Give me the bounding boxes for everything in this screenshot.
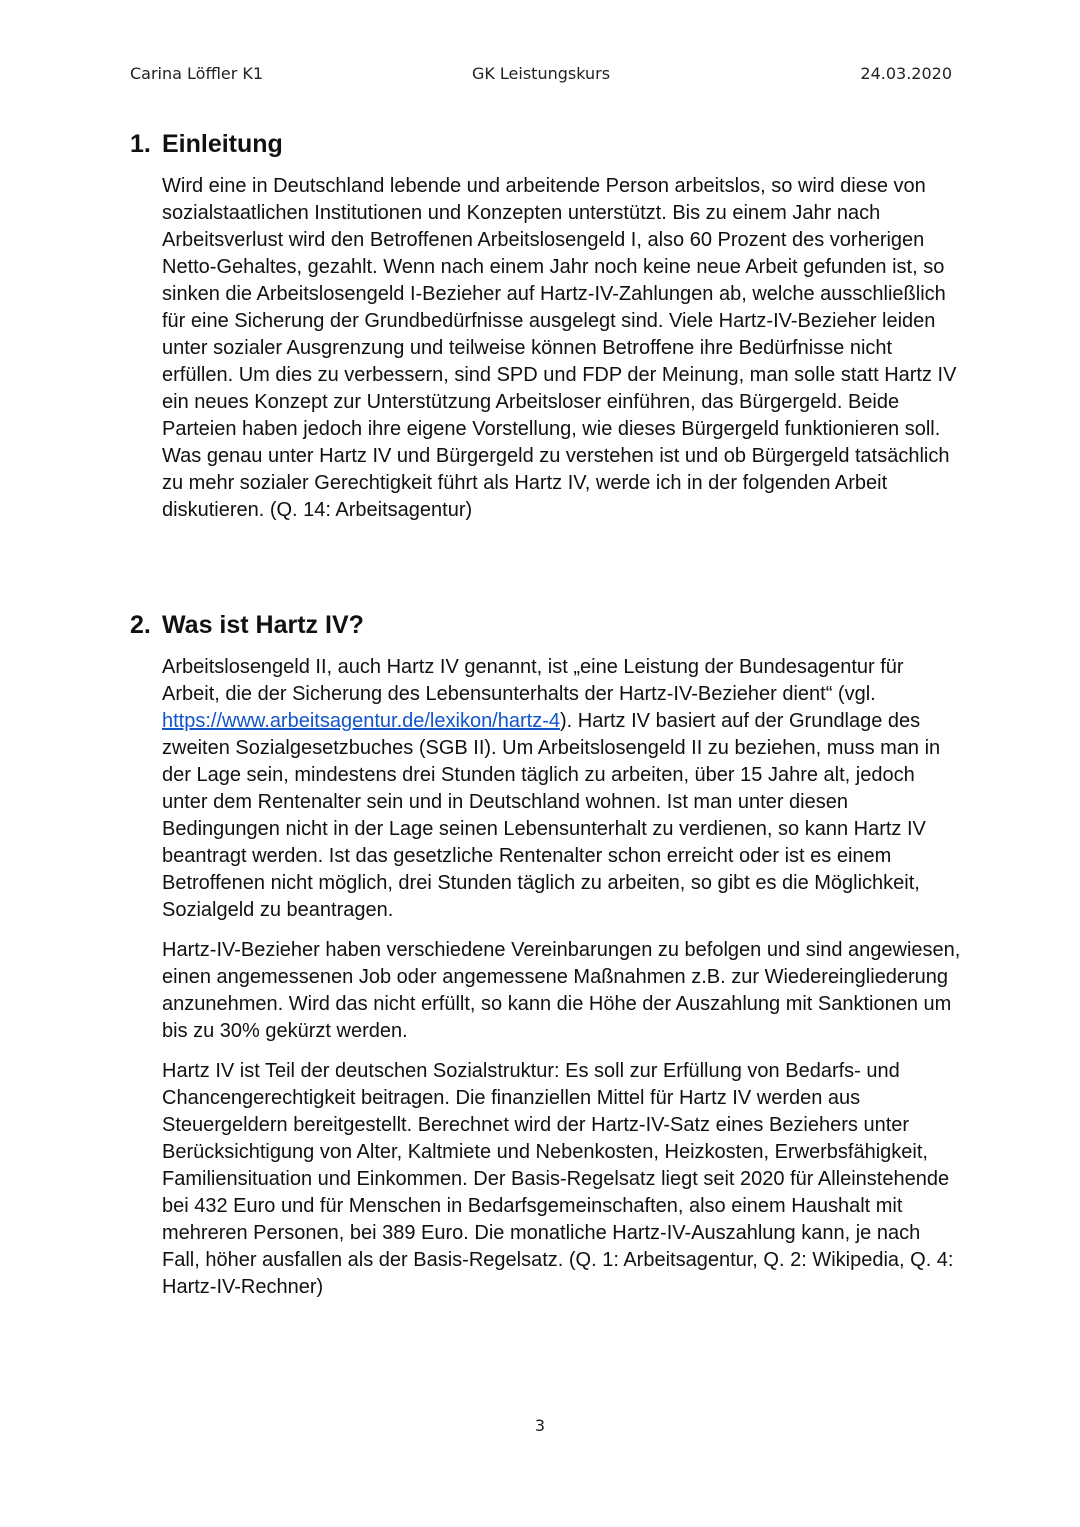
section-heading xyxy=(130,127,960,161)
section-heading xyxy=(130,608,960,642)
header-course: GK Leistungskurs xyxy=(471,64,611,83)
paragraph xyxy=(162,654,962,924)
header-date: 24.03.2020 xyxy=(860,64,952,83)
paragraph-text: Arbeitslosengeld II, auch Hartz IV genannt, ist „eine Leistung der Bundesagentur für Arbeit, die der Sicherung des Lebensunterhalts der Hartz-IV-Bezieher dient“ (vgl. xyxy=(162,656,904,705)
section-einleitung xyxy=(130,127,960,524)
source-link[interactable]: https://www.arbeitsagentur.de/lexikon/hartz-4 xyxy=(162,710,560,732)
section-body xyxy=(162,173,962,524)
paragraph-text: ). Hartz IV basiert auf der Grundlage des zweiten Sozialgesetzbuches (SGB II). Um Arbeitslosengeld II zu beziehen, muss man in der Lage sein, mindestens drei Stunden täglich zu arbeiten, über 15 Jahre alt, jedoch unter dem Rentenalter sein und in Deutschland wohnen. Ist man unter diesen Bedingungen nicht in der Lage seinen Lebensunterhalt zu verdienen, so kann Hartz IV beantragt werden. Ist das gesetzliche Rentenalter schon erreicht oder ist es einem Betroffenen nicht möglich, drei Stunden täglich zu arbeiten, so gibt es die Möglichkeit, Sozialgeld zu beantragen. xyxy=(162,710,941,921)
section-title: Was ist Hartz IV? xyxy=(162,611,364,639)
page-header xyxy=(130,64,952,88)
header-author: Carina Löffler K1 xyxy=(130,64,264,83)
paragraph: Hartz IV ist Teil der deutschen Sozialstruktur: Es soll zur Erfüllung von Bedarfs- und Chancengerechtigkeit beitragen. Die finanziellen Mittel für Hartz IV werden aus Steuergeldern bereitgestellt. Berechnet wird der Hartz-IV-Satz eines Beziehers unter Berücksichtigung von Alter, Kaltmiete und Nebenkosten, Heizkosten, Erwerbsfähigkeit, Familiensituation und Einkommen. Der Basis-Regelsatz liegt seit 2020 für Alleinstehende bei 432 Euro und für Menschen in Bedarfsgemeinschaften, also einem Haushalt mit mehreren Personen, bei 389 Euro. Die monatliche Hartz-IV-Auszahlung kann, je nach Fall, höher ausfallen als der Basis-Regelsatz. (Q. 1: Arbeitsagentur, Q. 2: Wikipedia, Q. 4: Hartz-IV-Rechner) xyxy=(162,1060,954,1298)
page-number: 3 xyxy=(534,1416,546,1435)
section-number: 2. xyxy=(130,611,151,639)
section-body xyxy=(162,654,962,1301)
section-hartz-iv xyxy=(130,608,960,1301)
section-title: Einleitung xyxy=(162,130,283,158)
paragraph: Hartz-IV-Bezieher haben verschiedene Vereinbarungen zu befolgen und sind angewiesen, einen angemessenen Job oder angemessene Maßnahmen z.B. zur Wiedereingliederung anzunehmen. Wird das nicht erfüllt, so kann die Höhe der Auszahlung mit Sanktionen um bis zu 30% gekürzt werden. xyxy=(162,939,961,1042)
section-number: 1. xyxy=(130,130,151,158)
paragraph: Wird eine in Deutschland lebende und arbeitende Person arbeitslos, so wird diese von sozialstaatlichen Institutionen und Konzepten unterstützt. Bis zu einem Jahr nach Arbeitsverlust wird den Betroffenen Arbeitslosengeld I, also 60 Prozent des vorherigen Netto-Gehaltes, gezahlt. Wenn nach einem Jahr noch keine neue Arbeit gefunden ist, so sinken die Arbeitslosengeld I-Bezieher auf Hartz-IV-Zahlungen ab, welche ausschließlich für eine Sicherung der Grundbedürfnisse ausgelegt sind. Viele Hartz-IV-Bezieher leiden unter sozialer Ausgrenzung und teilweise können Betroffene ihre Bedürfnisse nicht erfüllen. Um dies zu verbessern, sind SPD und FDP der Meinung, man solle statt Hartz IV ein neues Konzept zur Unterstützung Arbeitsloser einführen, das Bürgergeld. Beide Parteien haben jedoch ihre eigene Vorstellung, wie dieses Bürgergeld funktionieren soll. Was genau unter Hartz IV und Bürgergeld zu verstehen ist und ob Bürgergeld tatsächlich zu mehr sozialer Gerechtigkeit führt als Hartz IV, werde ich in der folgenden Arbeit diskutieren. (Q. 14: Arbeitsagentur) xyxy=(162,175,957,521)
